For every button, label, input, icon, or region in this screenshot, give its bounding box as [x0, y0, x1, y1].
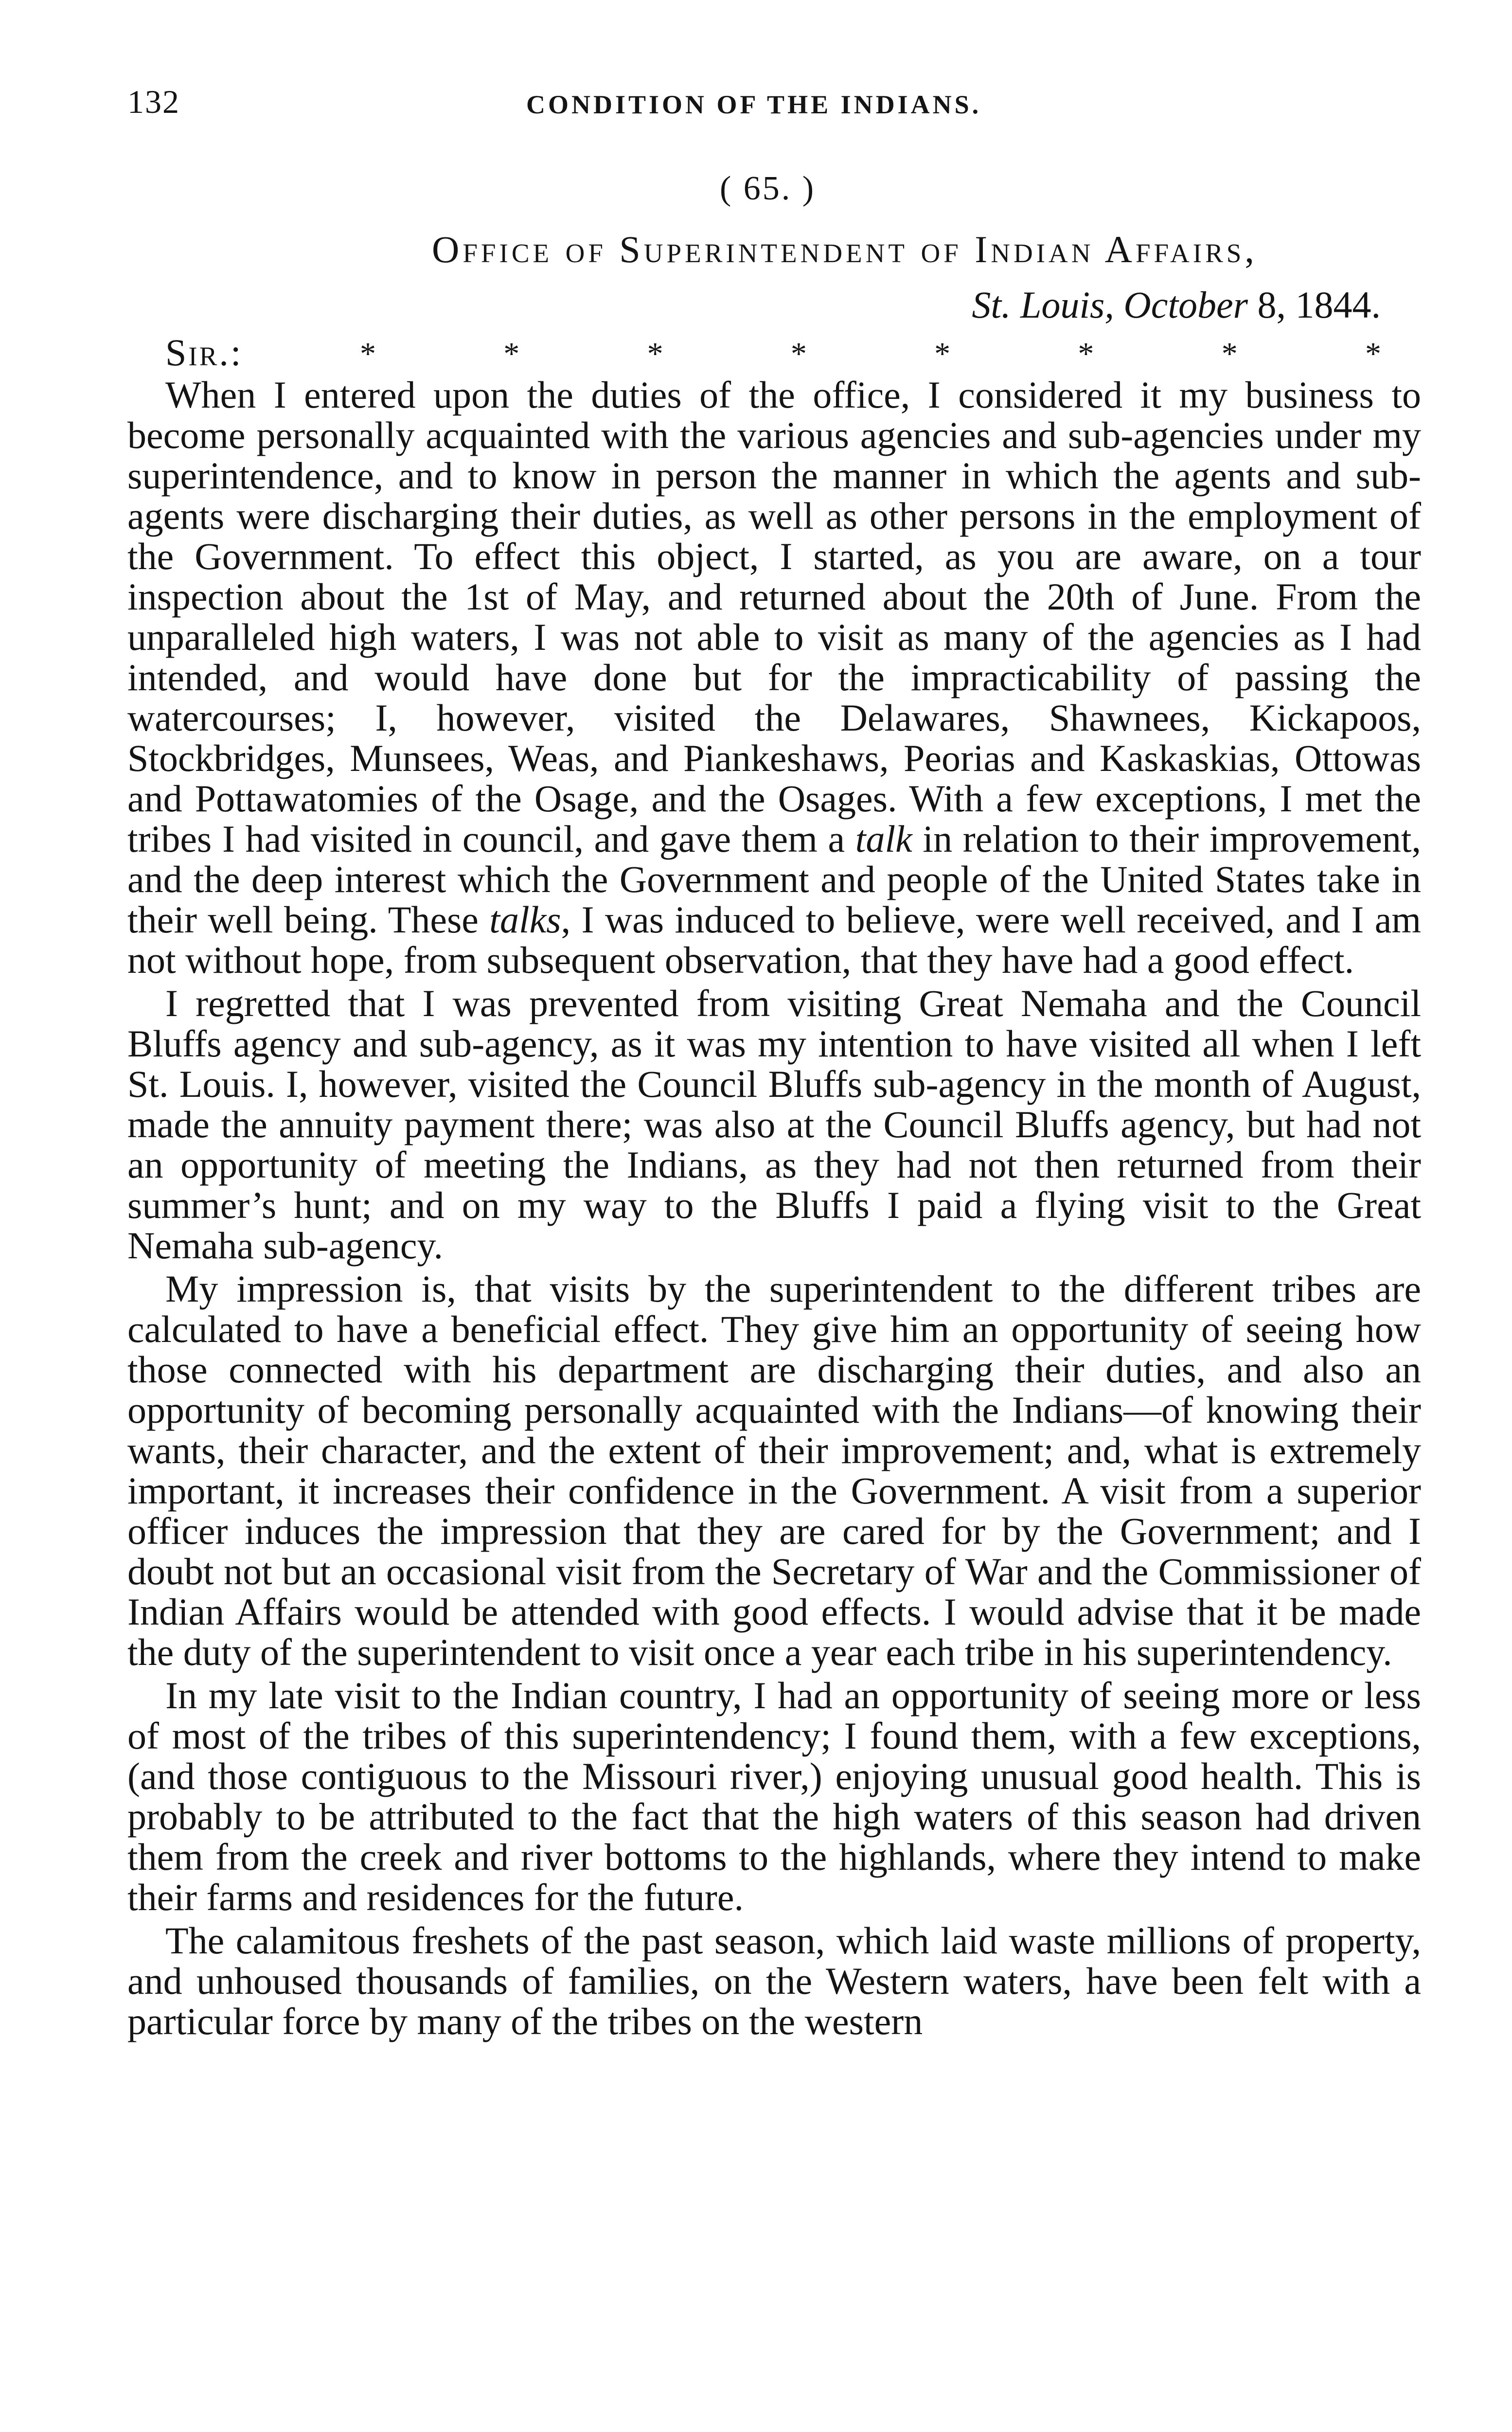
- ellipsis-star: *: [360, 336, 376, 372]
- paragraph-tour-of-inspection: [127, 375, 1421, 980]
- paragraph-text: When I entered upon the duties of the office, I considered it my business to become personally acquainted with the various agencies and sub-agencies under my superintendence, and to know in person the manner in which the agents and sub-agents were discharging their duties, as well as other persons in the employment of the Government. To effect this object, I started, as you are aware, on a tour inspection about the 1st of May, and returned about the 20th of June. From the unparalleled high waters, I was not able to visit as many of the agencies as I had intended, and would have done but for the impracticability of passing the watercourses; I, however, visited the Delawares, Shawnees, Kickapoos, Stockbridges, Munsees, Weas, and Piankeshaws, Peorias and Kaskaskias, Ottowas and Pottawatomies of the Osage, and the Osages. With a few exceptions, I met the tribes I had visited in council, and gave them a: [127, 374, 1421, 860]
- paragraph-text: in relation to their improvement, and the deep interest which the Government and people of the United States take in their well being. These: [127, 818, 1422, 941]
- dateline: [972, 283, 1381, 327]
- dateline-day-year: 8, 1844.: [1257, 284, 1381, 326]
- paragraph-text: My impression is, that visits by the superintendent to the different tribes are calculated to have a beneficial effect. They give him an opportunity of seeing how those connected with his department are discharging their duties, and also an opportunity of becoming personally acquainted with the Indians—of knowing their wants, their character, and the extent of their improvement; and, what is extremely important, it increases their confidence in the Government. A visit from a superior officer induces the impression that they are cared for by the Government; and I doubt not but an occasional visit from the Secretary of War and the Commissioner of Indian Affairs would be attended with good effects. I would advise that it be made the duty of the superintendent to visit once a year each tribe in his superintendency.: [127, 1268, 1421, 1673]
- italic-word-talk: talk: [855, 818, 912, 860]
- ellipsis-star: *: [1221, 336, 1238, 372]
- paragraph-text: The calamitous freshets of the past season, which laid waste millions of property, and unhoused thousands of families, on the Western waters, have been felt with a particular force by many of the tribes on the western: [127, 1919, 1421, 2042]
- salutation: Sir.:: [165, 331, 243, 374]
- document-number: ( 65. ): [720, 170, 816, 207]
- paragraph-text: I regretted that I was prevented from visiting Great Nemaha and the Council Bluffs agency and sub-agency, as it was my intention to have visited all when I left St. Louis. I, however, visited the Council Bluffs sub-agency in the month of August, made the annuity payment there; was also at the Council Bluffs agency, but had not an opportunity of meeting the Indians, as they had not then returned from their summer’s hunt; and on my way to the Bluffs I paid a flying visit to the Great Nemaha sub-agency.: [127, 982, 1421, 1267]
- dateline-place: St. Louis,: [972, 284, 1114, 326]
- paragraph-text: In my late visit to the Indian country, I had an opportunity of seeing more or less of most of the tribes of this superintendency; I found them, with a few exceptions, (and those contiguous to the Missouri river,) enjoying unusual good health. This is probably to be attributed to the fact that the high waters of this season had driven them from the creek and river bottoms to the highlands, where they intend to make their farms and residences for the future.: [127, 1674, 1421, 1918]
- paragraph-superintendent-visits: [127, 1269, 1421, 1672]
- ellipsis-star: *: [647, 336, 663, 372]
- italic-word-talks: talks: [489, 898, 561, 941]
- ellipsis-stars: [360, 336, 1381, 373]
- running-head: [127, 83, 1421, 131]
- paragraph-tribal-health: [127, 1675, 1421, 1917]
- paragraph-freshets: [127, 1920, 1421, 2041]
- letter-body: [127, 375, 1421, 2044]
- ellipsis-star: *: [790, 336, 807, 372]
- ellipsis-star: *: [934, 336, 951, 372]
- ellipsis-star: *: [1365, 336, 1381, 372]
- office-heading: Office of Superintendent of Indian Affairs,: [432, 228, 1258, 270]
- dateline-month: October: [1123, 284, 1248, 326]
- running-title: CONDITION OF THE INDIANS.: [526, 90, 982, 119]
- page-number: 132: [127, 83, 180, 120]
- ellipsis-star: *: [1078, 336, 1094, 372]
- paragraph-text: , I was induced to believe, were well received, and I am not without hope, from subsequent observation, that they have had a good effect.: [127, 898, 1421, 981]
- ellipsis-star: *: [503, 336, 520, 372]
- paragraph-council-bluffs: [127, 983, 1421, 1266]
- salutation-row: [165, 331, 1410, 379]
